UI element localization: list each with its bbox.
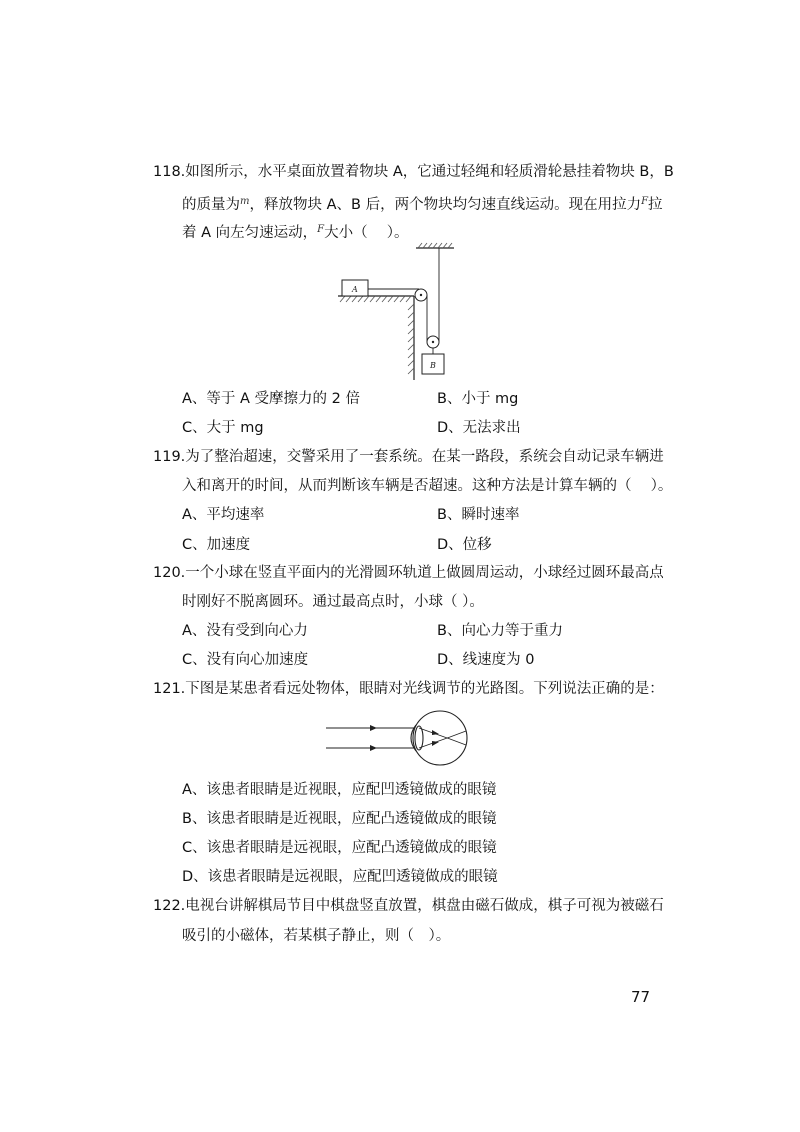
q118-text-1: 118.如图所示，水平桌面放置着物块 A，它通过轻绳和轻质滑轮悬挂着物块 B，B bbox=[153, 164, 674, 180]
eye-ray-diagram bbox=[322, 708, 482, 770]
fixed-pulley-axle bbox=[420, 294, 422, 296]
ceiling-hatching bbox=[418, 243, 452, 248]
q118-text-3a: 着 A 向左匀速运动， bbox=[182, 225, 318, 241]
movable-pulley-axle bbox=[432, 341, 434, 343]
q118-option-c[interactable]: C、大于 mg bbox=[182, 420, 264, 436]
q118-text-2a: 的质量为 bbox=[182, 197, 240, 213]
q118-text-2c: 拉 bbox=[648, 197, 663, 213]
q118-text-2b: ，释放物块 A、B 后，两个物块均匀速直线运动。现在用拉力 bbox=[249, 197, 642, 213]
force-variable: F bbox=[317, 224, 325, 235]
force-variable: F bbox=[641, 196, 649, 207]
q119-line-2: 入和离开的时间，从而判断该车辆是否超速。这种方法是计算车辆的（ ）。 bbox=[182, 478, 673, 494]
eye-lens bbox=[415, 726, 423, 750]
q118-line-2 bbox=[182, 192, 663, 215]
q120-line-2: 时刚好不脱离圆环。通过最高点时，小球（ ）。 bbox=[182, 594, 484, 610]
block-a-label: A bbox=[352, 285, 358, 294]
q119-option-c[interactable]: C、加速度 bbox=[182, 537, 251, 553]
q120-option-c[interactable]: C、没有向心加速度 bbox=[182, 652, 309, 668]
q118-line-1 bbox=[153, 162, 674, 182]
q120-option-b[interactable]: B、向心力等于重力 bbox=[437, 623, 563, 639]
q119-line-1: 119.为了整治超速，交警采用了一套系统。在某一路段，系统会自动记录车辆进 bbox=[153, 449, 664, 465]
arrow-top bbox=[370, 725, 377, 731]
q120-line-1: 120.一个小球在竖直平面内的光滑圆环轨道上做圆周运动，小球经过圆环最高点 bbox=[153, 565, 664, 581]
q121-option-d[interactable]: D、该患者眼睛是远视眼，应配凹透镜做成的眼镜 bbox=[182, 869, 498, 885]
eyeball bbox=[413, 711, 467, 765]
mass-variable: m bbox=[240, 196, 250, 207]
arrow-bottom bbox=[370, 745, 377, 751]
q118-option-a[interactable]: A、等于 A 受摩擦力的 2 倍 bbox=[182, 391, 360, 407]
table-hatching bbox=[340, 296, 414, 374]
q119-option-a[interactable]: A、平均速率 bbox=[182, 507, 265, 523]
q121-option-a[interactable]: A、该患者眼睛是近视眼，应配凹透镜做成的眼镜 bbox=[182, 782, 497, 798]
q118-option-b[interactable]: B、小于 mg bbox=[437, 391, 519, 407]
q121-option-b[interactable]: B、该患者眼睛是近视眼，应配凸透镜做成的眼镜 bbox=[182, 811, 497, 827]
q119-option-b[interactable]: B、瞬时速率 bbox=[437, 507, 520, 523]
q122-line-2: 吸引的小磁体，若某棋子静止，则（ ）。 bbox=[182, 928, 451, 944]
block-b-label: B bbox=[430, 361, 436, 370]
q118-option-d[interactable]: D、无法求出 bbox=[437, 420, 521, 436]
q118-text-3b: 大小（ ）。 bbox=[324, 225, 409, 241]
q120-option-d[interactable]: D、线速度为 0 bbox=[437, 652, 535, 668]
q121-line-1: 121.下图是某患者看远处物体，眼睛对光线调节的光路图。下列说法正确的是： bbox=[153, 681, 664, 697]
q119-option-d[interactable]: D、位移 bbox=[437, 537, 492, 553]
q121-option-c[interactable]: C、该患者眼睛是远视眼，应配凸透镜做成的眼镜 bbox=[182, 840, 497, 856]
q120-option-a[interactable]: A、没有受到向心力 bbox=[182, 623, 308, 639]
crossed-ray-bottom bbox=[450, 731, 466, 737]
pulley-diagram bbox=[330, 240, 460, 385]
crossed-ray-top bbox=[450, 739, 466, 745]
page-number: 77 bbox=[631, 988, 651, 1006]
q122-line-1: 122.电视台讲解棋局节目中棋盘竖直放置，棋盘由磁石做成，棋子可视为被磁石 bbox=[153, 898, 664, 914]
